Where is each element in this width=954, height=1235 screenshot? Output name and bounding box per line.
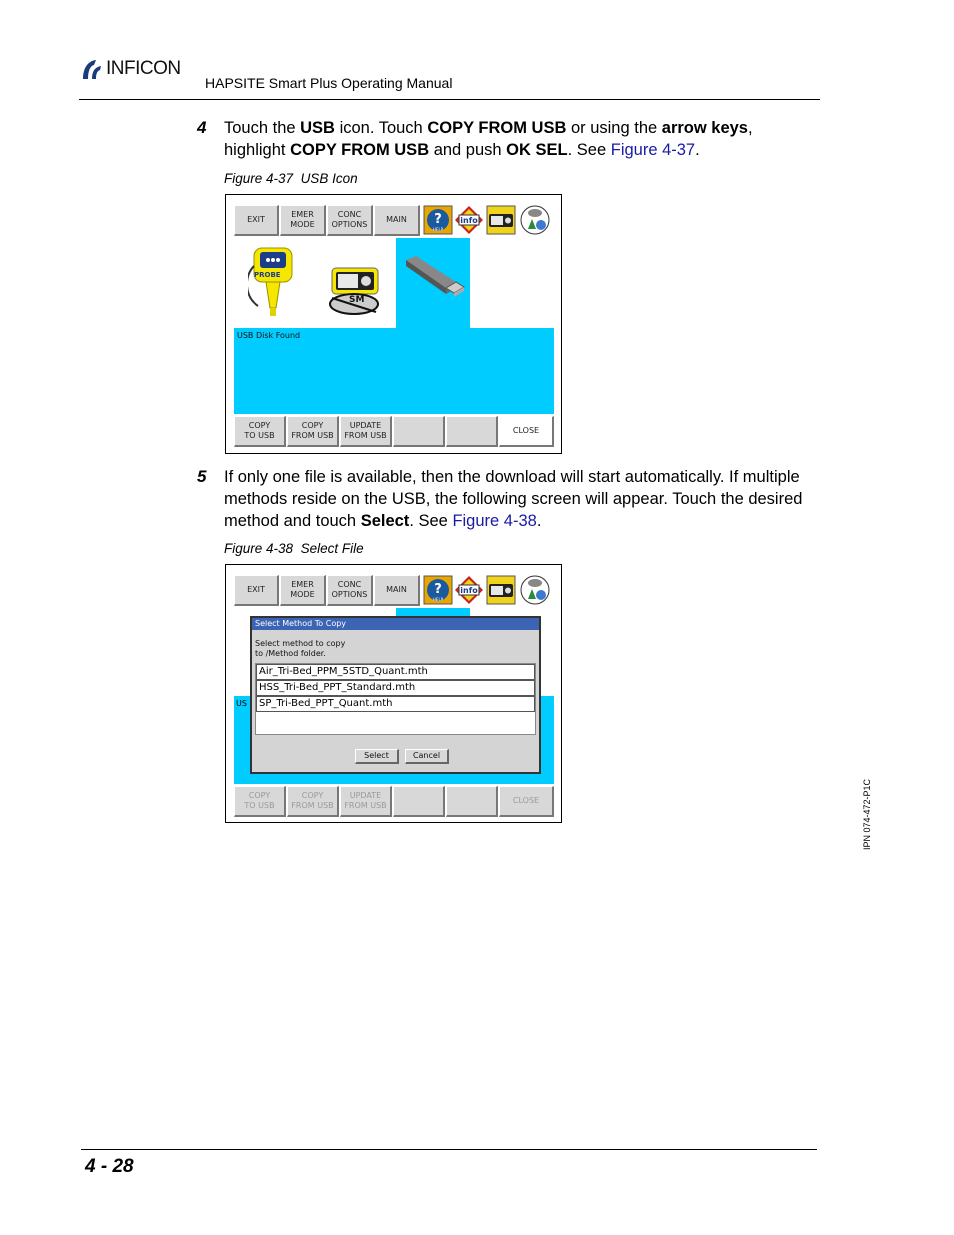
footer-rule bbox=[81, 1149, 817, 1150]
list-item[interactable]: SP_Tri-Bed_PPT_Quant.mth bbox=[256, 696, 535, 712]
environment-icon[interactable] bbox=[520, 205, 550, 235]
svg-text:info: info bbox=[460, 216, 478, 225]
conc-options-button[interactable]: CONC OPTIONS bbox=[327, 205, 373, 236]
update-from-usb-button[interactable]: UPDATE FROM USB bbox=[340, 416, 392, 447]
step-number: 4 bbox=[197, 118, 207, 137]
list-item[interactable]: HSS_Tri-Bed_PPT_Standard.mth bbox=[256, 680, 535, 696]
header-rule bbox=[79, 99, 820, 100]
main-button[interactable]: MAIN bbox=[374, 575, 420, 606]
figure-usb-icon bbox=[225, 194, 562, 454]
sm-device-icon[interactable] bbox=[486, 205, 516, 235]
copy-to-usb-button[interactable]: COPY TO USB bbox=[234, 786, 286, 817]
main-button[interactable]: MAIN bbox=[374, 205, 420, 236]
blank-button-1[interactable] bbox=[393, 416, 445, 447]
environment-icon[interactable] bbox=[520, 575, 550, 605]
svg-text:HELP: HELP bbox=[432, 227, 444, 232]
figure-caption: Figure 4-37 USB Icon bbox=[224, 171, 358, 186]
figure-select-file bbox=[225, 564, 562, 823]
info-icon[interactable] bbox=[454, 205, 484, 235]
step-number: 5 bbox=[197, 467, 207, 486]
bottom-toolbar bbox=[234, 784, 554, 819]
status-text: USB Disk Found bbox=[237, 331, 301, 340]
page-number: 4 - 28 bbox=[85, 1156, 134, 1177]
bottom-toolbar bbox=[234, 414, 554, 449]
svg-text:?: ? bbox=[434, 582, 442, 597]
method-file-list bbox=[255, 663, 536, 735]
probe-label: PROBE bbox=[254, 271, 281, 279]
copy-from-usb-button[interactable]: COPY FROM USB bbox=[287, 786, 339, 817]
update-from-usb-button[interactable]: UPDATE FROM USB bbox=[340, 786, 392, 817]
exit-button[interactable]: EXIT bbox=[234, 575, 279, 606]
usb-icon-selected[interactable] bbox=[396, 238, 470, 328]
logo-text: INFICON bbox=[106, 58, 181, 79]
svg-text:HELP: HELP bbox=[432, 597, 444, 602]
close-button[interactable]: CLOSE bbox=[499, 786, 554, 817]
content-area bbox=[234, 238, 554, 414]
copy-to-usb-button[interactable]: COPY TO USB bbox=[234, 416, 286, 447]
select-method-dialog bbox=[250, 616, 541, 774]
device-screen bbox=[234, 203, 554, 449]
copy-from-usb-button[interactable]: COPY FROM USB bbox=[287, 416, 339, 447]
manual-title: HAPSITE Smart Plus Operating Manual bbox=[205, 75, 453, 91]
step-5-text: If only one file is available, then the download will start automatically. If multiple methods reside on the USB, the following screen will appear. Touch the desired method and touch Select. See Figure 4-38. bbox=[224, 468, 803, 530]
top-toolbar bbox=[234, 573, 554, 608]
info-icon[interactable] bbox=[454, 575, 484, 605]
sm-unit-icon[interactable] bbox=[326, 266, 384, 316]
blank-button-2[interactable] bbox=[446, 416, 498, 447]
probe-icon[interactable] bbox=[248, 246, 298, 320]
figure-link[interactable]: Figure 4-38 bbox=[452, 512, 537, 530]
dialog-instructions: Select method to copy to /Method folder. bbox=[255, 639, 346, 658]
help-icon[interactable] bbox=[423, 205, 453, 235]
svg-text:info: info bbox=[460, 586, 478, 595]
exit-button[interactable]: EXIT bbox=[234, 205, 279, 236]
ipn-label: IPN 074-472-P1C bbox=[862, 778, 872, 850]
device-screen bbox=[234, 573, 554, 819]
blank-button-2[interactable] bbox=[446, 786, 498, 817]
svg-text:?: ? bbox=[434, 212, 442, 227]
figure-link[interactable]: Figure 4-37 bbox=[610, 141, 696, 159]
sm-device-icon[interactable] bbox=[486, 575, 516, 605]
empty-panel bbox=[470, 238, 554, 328]
select-button[interactable]: Select bbox=[355, 749, 399, 764]
close-button[interactable]: CLOSE bbox=[499, 416, 554, 447]
cancel-button[interactable]: Cancel bbox=[405, 749, 449, 764]
emer-mode-button[interactable]: EMER MODE bbox=[280, 205, 326, 236]
emer-mode-button[interactable]: EMER MODE bbox=[280, 575, 326, 606]
blank-button-1[interactable] bbox=[393, 786, 445, 817]
usb-stick-icon[interactable] bbox=[402, 252, 466, 304]
top-toolbar bbox=[234, 203, 554, 238]
inficon-logo bbox=[80, 58, 181, 80]
status-text-partial: US bbox=[236, 699, 247, 708]
figure-caption: Figure 4-38 Select File bbox=[224, 541, 364, 556]
device-icons-panel bbox=[234, 238, 396, 328]
help-icon[interactable] bbox=[423, 575, 453, 605]
conc-options-button[interactable]: CONC OPTIONS bbox=[327, 575, 373, 606]
inficon-mark-icon bbox=[80, 58, 104, 80]
sm-label: SM bbox=[349, 295, 365, 305]
list-item[interactable]: Air_Tri-Bed_PPM_5STD_Quant.mth bbox=[256, 664, 535, 680]
dialog-title: Select Method To Copy bbox=[252, 618, 539, 630]
step-4-text: Touch the USB icon. Touch COPY FROM USB or using the arrow keys, highlight COPY FROM USB and push OK SEL. See Figure 4-37. bbox=[224, 119, 753, 159]
